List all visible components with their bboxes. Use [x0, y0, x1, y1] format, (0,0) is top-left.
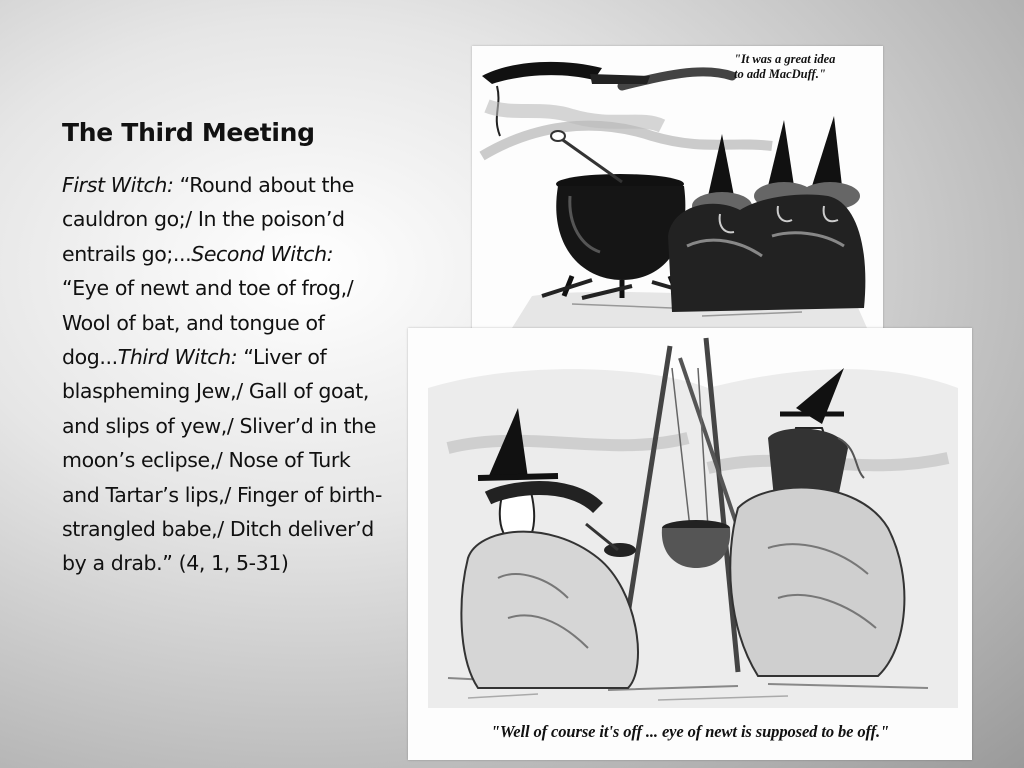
cartoon-macduff-caption: "It was a great idea to add MacDuff." — [734, 52, 836, 81]
cartoon-macduff — [472, 46, 883, 334]
quote-second-witch: “Eye of newt and toe of frog,/ Wool of bat, and tongue of dog... — [62, 276, 354, 370]
cartoon-eye-of-newt-caption: "Well of course it's off ... eye of newt is supposed to be off." — [490, 722, 890, 741]
speaker-third-witch: Third Witch: — [117, 345, 238, 370]
quote-third-witch: “Liver of blaspheming Jew,/ Gall of goat, and slips of yew,/ Sliver’d in the moon’s eclipse,/ Nose of Turk and Tartar’s lips,/ Finger of birth-strangled babe,/ Ditch deliver’d by a drab.” (4, 1, 5-31) — [62, 345, 382, 576]
cartoon-macduff-drawing — [472, 46, 883, 334]
speaker-second-witch: Second Witch: — [191, 241, 334, 266]
cartoon-eye-of-newt-drawing — [408, 328, 972, 760]
quote-first-witch: “Round about the cauldron go;/ In the poison’d entrails go;... — [62, 173, 354, 266]
speaker-first-witch: First Witch: — [62, 173, 174, 197]
slide-title: The Third Meeting — [62, 118, 315, 147]
slide-body-quote — [62, 168, 384, 581]
cartoon-eye-of-newt — [408, 328, 972, 760]
